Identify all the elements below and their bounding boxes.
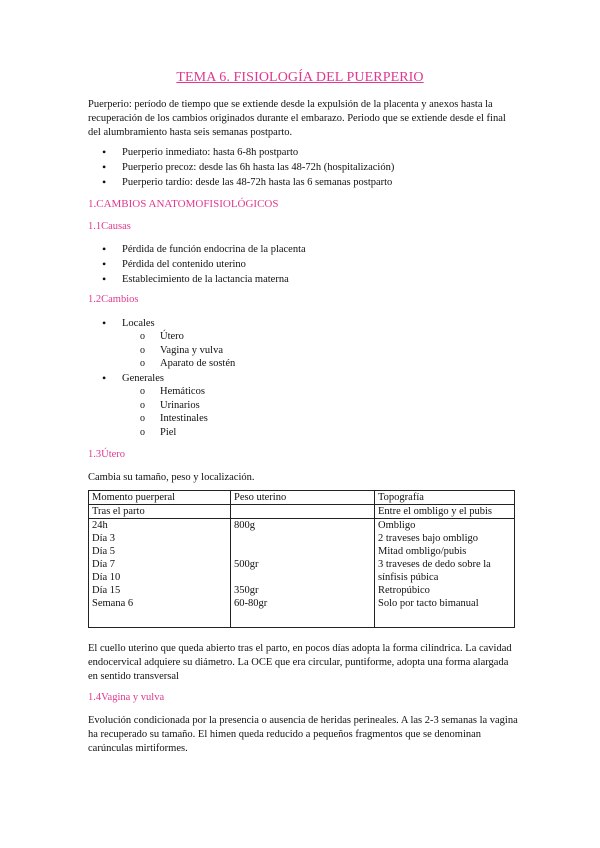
causas-list (88, 242, 306, 287)
list-item: o Útero (88, 330, 235, 344)
list-item: o Aparato de sostén (88, 357, 235, 371)
list-item: • Locales (88, 316, 155, 331)
phases-list (88, 145, 394, 190)
table-cell (231, 505, 375, 519)
table-cell-line: Día 7 (92, 559, 116, 570)
table-cell-line (234, 545, 371, 558)
subsection-heading-cambios: 1.2Cambios (88, 294, 139, 305)
list-item: • Pérdida del contenido uterino (88, 257, 306, 272)
table-cell-line: 2 traveses bajo ombligo (378, 533, 479, 544)
table-cell-pesos (231, 519, 375, 628)
list-item: • Puerperio precoz: desde las 6h hasta las 48-72h (hospitalización) (88, 160, 394, 175)
subsection-heading-vagina-vulva: 1.4Vagina y vulva (88, 692, 165, 703)
list-item: o Piel (88, 426, 208, 440)
table-header-cell: Peso uterino (231, 491, 375, 505)
table-cell-topografia (375, 519, 515, 628)
table-cell-line (234, 571, 371, 584)
utero-intro: Cambia su tamaño, peso y localización. (88, 472, 255, 483)
cambios-locales-list (88, 316, 155, 331)
table-header-row (89, 491, 515, 505)
table-row (89, 505, 515, 519)
list-item: o Vagina y vulva (88, 344, 235, 358)
section-heading-cambios-anatomofisiologicos: 1.CAMBIOS ANATOMOFISIOLÓGICOS (88, 198, 279, 210)
table-row (89, 519, 515, 628)
list-item: • Puerperio tardío: desde las 48-72h hasta las 6 semanas postparto (88, 175, 394, 190)
table-cell-line: Semana 6 (92, 598, 134, 609)
table-cell: Entre el ombligo y el pubis (375, 505, 515, 519)
table-cell-momentos (89, 519, 231, 628)
list-item: o Intestinales (88, 412, 208, 426)
utero-table (88, 490, 515, 628)
cambios-generales-list (88, 371, 164, 386)
subsection-heading-causas: 1.1Causas (88, 221, 131, 232)
table-cell-line: 24h (92, 520, 108, 531)
generales-sublist (88, 385, 208, 439)
table-cell-line: 500gr (234, 559, 259, 570)
list-item: • Puerperio inmediato: hasta 6-8h postparto (88, 145, 394, 160)
table-cell-line: Ombligo (378, 520, 416, 531)
table-header-cell: Topografía (375, 491, 515, 505)
table-cell-line: Solo por tacto bimanual (378, 598, 479, 609)
table-cell-line: Día 3 (92, 533, 116, 544)
table-cell-line: 3 traveses de dedo sobre la (378, 559, 491, 570)
table-cell-line: sínfisis púbica (378, 572, 439, 583)
page-title: TEMA 6. FISIOLOGÍA DEL PUERPERIO (176, 70, 424, 85)
table-cell-line: Día 5 (92, 546, 116, 557)
cervix-paragraph: El cuello uterino que queda abierto tras el parto, en pocos días adopta la forma cilíndrica. La cavidad endocervical adquiere su diámetro. La OCE que era circular, puntiforme, adopta una forma alargada en sentido transversal (88, 643, 512, 682)
list-item: • Generales (88, 371, 164, 386)
table-header-cell: Momento puerperal (89, 491, 231, 505)
table-cell-line: Día 15 (92, 585, 121, 596)
table-cell-line: Retropúbico (378, 585, 430, 596)
table-cell-line: Mitad ombligo/pubis (378, 546, 467, 557)
list-item: • Establecimiento de la lactancia materna (88, 272, 306, 287)
table-cell: Tras el parto (89, 505, 231, 519)
list-item: o Hemáticos (88, 385, 208, 399)
table-cell-line: 60-80gr (234, 598, 268, 609)
table-cell-line: Día 10 (92, 572, 121, 583)
table-cell-line: 800g (234, 520, 255, 531)
vagina-paragraph: Evolución condicionada por la presencia o ausencia de heridas perineales. A las 2-3 semanas la vagina ha recuperado su tamaño. El himen queda reducido a pequeños fragmentos que se denominan carúnculas mirtiformes. (88, 715, 518, 754)
list-item: • Pérdida de función endocrina de la placenta (88, 242, 306, 257)
locales-sublist (88, 330, 235, 371)
subsection-heading-utero: 1.3Útero (88, 449, 126, 460)
intro-paragraph: Puerperio: período de tiempo que se extiende desde la expulsión de la placenta y anexos hasta la recuperación de los cambios originados durante el embarazo. Periodo que se extiende desde el final del alumbramiento hasta seis semanas postparto. (88, 99, 506, 138)
table-cell-line: 350gr (234, 585, 259, 596)
table-cell-line (234, 532, 371, 545)
list-item: o Urinarios (88, 399, 208, 413)
